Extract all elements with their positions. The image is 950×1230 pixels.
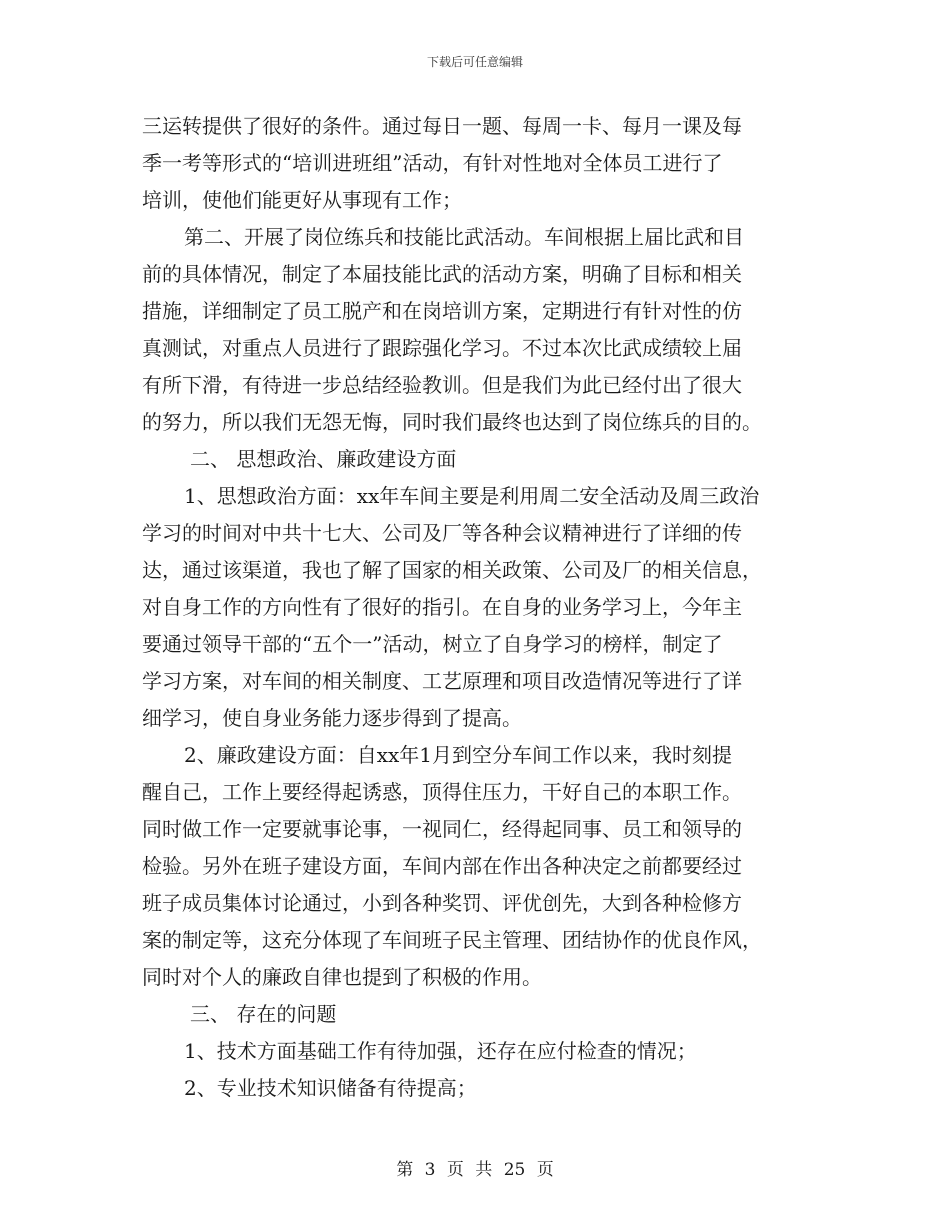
body-line: 检验。另外在班子建设方面，车间内部在作出各种决定之前都要经过 [142,854,742,878]
body-line: 班子成员集体讨论通过，小到各种奖罚、评优创先，大到各种检修方 [142,891,742,915]
body-line: 三运转提供了很好的条件。通过每日一题、每周一卡、每月一课及每 [142,114,742,138]
body-line: 醒自己，工作上要经得起诱惑，顶得住压力，干好自己的本职工作。 [142,780,742,804]
body-line: 有所下滑，有待进一步总结经验教训。但是我们为此已经付出了很大 [142,373,742,397]
body-line: 达，通过该渠道，我也了解了国家的相关政策、公司及厂的相关信息， [142,558,762,582]
body-line: 学习的时间对中共十七大、公司及厂等各种会议精神进行了详细的传 [142,521,742,545]
body-line: 前的具体情况，制定了本届技能比武的活动方案，明确了目标和相关 [142,262,742,286]
body-line: 措施，详细制定了员工脱产和在岗培训方案，定期进行有针对性的仿 [142,299,742,323]
body-line: 真测试，对重点人员进行了跟踪强化学习。不过本次比武成绩较上届 [142,336,742,360]
section-heading: 二、 思想政治、廉政建设方面 [190,447,457,471]
body-line: 要通过领导干部的“五个一”活动，树立了自身学习的榜样，制定了 [142,632,723,656]
page-header: 下载后可任意编辑 [426,55,523,69]
page-footer: 第 3 页 共 25 页 [396,1160,554,1180]
body-line: 对自身工作的方向性有了很好的指引。在自身的业务学习上，今年主 [142,595,742,619]
body-line: 同时做工作一定要就事论事，一视同仁，经得起同事、员工和领导的 [142,817,742,841]
body-line: 学习方案，对车间的相关制度、工艺原理和项目改造情况等进行了详 [142,669,742,693]
section-heading: 三、 存在的问题 [190,1002,337,1026]
paragraph-start-line: 2、廉政建设方面：自xx年1月到空分车间工作以来，我时刻提 [184,743,733,767]
body-line: 的努力，所以我们无怨无悔，同时我们最终也达到了岗位练兵的目的。 [142,410,762,434]
body-line: 培训，使他们能更好从事现有工作； [142,188,462,212]
paragraph-start-line: 第二、开展了岗位练兵和技能比武活动。车间根据上届比武和目 [184,225,744,249]
paragraph-start-line: 1、思想政治方面：xx年车间主要是利用周二安全活动及周三政治 [184,484,760,508]
list-item: 1、技术方面基础工作有待加强，还存在应付检查的情况； [184,1039,697,1063]
document-body [142,108,810,1107]
body-line: 同时对个人的廉政自律也提到了积极的作用。 [142,965,542,989]
body-line: 季一考等形式的“培训进班组”活动，有针对性地对全体员工进行了 [142,151,723,175]
body-line: 案的制定等，这充分体现了车间班子民主管理、团结协作的优良作风， [142,928,762,952]
list-item: 2、专业技术知识储备有待提高； [184,1076,477,1100]
body-line: 细学习，使自身业务能力逐步得到了提高。 [142,706,522,730]
